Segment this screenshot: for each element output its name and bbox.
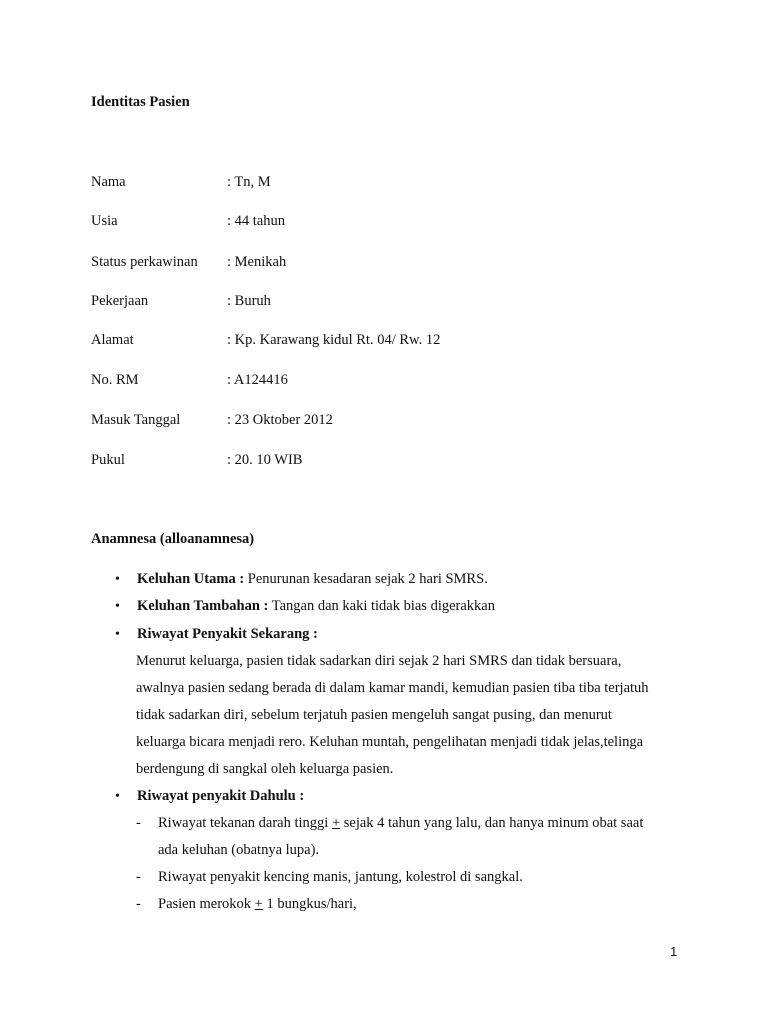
identity-row-usia [91, 211, 691, 231]
identity-value: : A124416 [227, 372, 288, 388]
plus-minus-mark: + [331, 815, 341, 831]
identity-row-pukul [91, 450, 691, 470]
dash-icon: - [136, 869, 141, 885]
keluhan-utama-text: Penurunan kesadaran sejak 2 hari SMRS. [244, 571, 488, 587]
identity-row-masuk-tanggal [91, 410, 691, 430]
identity-row-norm [91, 370, 691, 390]
paragraph-line: berdengung di sangkal oleh keluarga pasien. [136, 761, 394, 777]
identity-heading: Identitas Pasien [91, 94, 190, 110]
riwayat-sekarang-label: Riwayat Penyakit Sekarang : [137, 626, 318, 642]
dash-item-text: Riwayat penyakit kencing manis, jantung, kolestrol di sangkal. [158, 869, 523, 885]
identity-label: Usia [91, 213, 118, 229]
paragraph-line: keluarga bicara menjadi rero. Keluhan muntah, pengelihatan menjadi tidak jelas,telinga [136, 734, 644, 750]
keluhan-utama-label: Keluhan Utama : [137, 571, 245, 587]
identity-value: : Kp. Karawang kidul Rt. 04/ Rw. 12 [227, 332, 441, 348]
identity-label: Status perkawinan [91, 254, 198, 270]
dash-item-post: 1 bungkus/hari, [262, 896, 357, 912]
dash-icon: - [136, 896, 141, 912]
identity-row-status [91, 252, 691, 272]
identity-value: : Buruh [227, 293, 271, 309]
list-item-text [137, 566, 488, 593]
paragraph-line: awalnya pasien sedang berada di dalam kamar mandi, kemudian pasien tiba tiba terjatuh [136, 680, 649, 696]
keluhan-tambahan-text: Tangan dan kaki tidak bias digerakkan [268, 598, 495, 614]
paragraph-line: Menurut keluarga, pasien tidak sadarkan diri sejak 2 hari SMRS dan tidak bersuara, [136, 653, 622, 669]
list-item-text [137, 593, 495, 620]
dash-item-text [158, 891, 357, 918]
page-number: 1 [670, 944, 678, 959]
bullet-icon: • [115, 789, 120, 804]
dash-item-post: sejak 4 tahun yang lalu, dan hanya minum obat saat [340, 815, 644, 831]
identity-row-nama [91, 172, 691, 192]
bullet-icon: • [115, 572, 120, 587]
dash-item-continuation: ada keluhan (obatnya lupa). [158, 842, 320, 858]
bullet-icon: • [115, 599, 120, 614]
paragraph-line: tidak sadarkan diri, sebelum terjatuh pasien mengeluh sangat pusing, dan menurut [136, 707, 612, 723]
dash-item-pre: Riwayat tekanan darah tinggi [158, 815, 332, 831]
identity-value: : 23 Oktober 2012 [227, 412, 333, 428]
bullet-icon: • [115, 627, 120, 642]
identity-label: Pekerjaan [91, 293, 149, 309]
dash-item-pre: Pasien merokok [158, 896, 255, 912]
identity-value: : Tn, M [227, 174, 271, 190]
riwayat-dahulu-label: Riwayat penyakit Dahulu : [137, 788, 305, 804]
identity-label: Pukul [91, 452, 125, 468]
dash-item-text [158, 810, 643, 837]
dash-icon: - [136, 815, 141, 831]
identity-value: : 20. 10 WIB [227, 452, 303, 468]
keluhan-tambahan-label: Keluhan Tambahan : [137, 598, 269, 614]
identity-row-pekerjaan [91, 291, 691, 311]
identity-label: Alamat [91, 332, 134, 348]
identity-label: Nama [91, 174, 126, 190]
plus-minus-mark: + [254, 896, 263, 912]
identity-value: : 44 tahun [227, 213, 285, 229]
anamnesa-heading: Anamnesa (alloanamnesa) [91, 531, 255, 547]
identity-label: No. RM [91, 372, 139, 388]
identity-label: Masuk Tanggal [91, 412, 181, 428]
identity-value: : Menikah [227, 254, 287, 270]
identity-row-alamat [91, 330, 691, 350]
